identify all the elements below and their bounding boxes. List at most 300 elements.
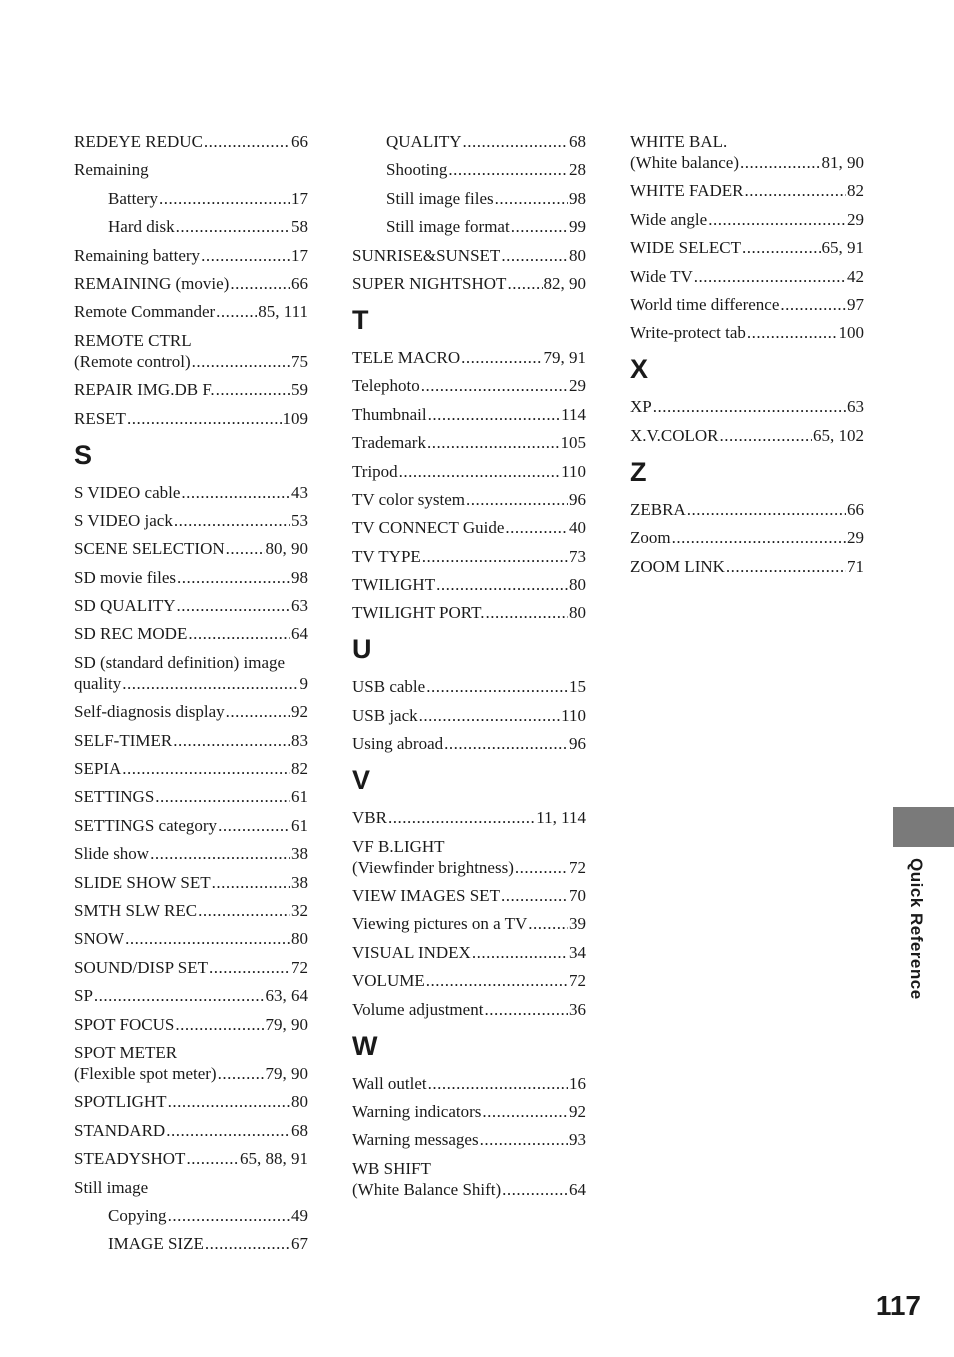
index-entry: [352, 375, 586, 396]
dot-leader: [744, 180, 846, 201]
entry-page-ref: 9: [299, 673, 308, 693]
entry-term: Still image files: [386, 188, 494, 208]
dot-leader: [501, 885, 568, 906]
dot-leader: [218, 815, 290, 836]
entry-page-ref: 109: [282, 408, 308, 428]
entry-page-ref: 70: [569, 886, 586, 906]
entry-term: SEPIA: [74, 759, 122, 779]
index-entry: [74, 872, 308, 893]
dot-leader: [485, 602, 568, 623]
dot-leader: [159, 188, 290, 209]
entry-term: VISUAL INDEX: [352, 942, 471, 962]
entry-term: S VIDEO cable: [74, 482, 181, 502]
entry-page-ref: 34: [569, 942, 586, 962]
index-letter-heading: T: [352, 304, 369, 335]
entry-term: REMAINING (movie): [74, 273, 230, 293]
dot-leader: [708, 209, 846, 230]
index-entry: [352, 942, 586, 963]
index-entry: [74, 595, 308, 616]
entry-page-ref: 65, 88, 91: [240, 1149, 308, 1169]
entry-page-ref: 80: [569, 245, 586, 265]
index-entry: [630, 237, 864, 258]
index-entry: [352, 489, 586, 510]
entry-page-ref: 72: [291, 957, 308, 977]
dot-leader: [687, 499, 846, 520]
dot-leader: [216, 379, 290, 400]
entry-page-ref: 68: [569, 132, 586, 151]
entry-page-ref: 40: [569, 518, 586, 538]
entry-term: TELE MACRO: [352, 347, 461, 367]
entry-term: Wide angle: [630, 209, 708, 229]
entry-term: Write-protect tab: [630, 323, 746, 343]
entry-term: Telephoto: [352, 376, 420, 396]
entry-term: Viewing pictures on a TV: [352, 914, 528, 934]
dot-leader: [484, 999, 568, 1020]
dot-leader: [511, 216, 568, 237]
index-subentry: [74, 188, 308, 209]
entry-page-ref: 66: [847, 499, 864, 519]
dot-leader: [653, 396, 846, 417]
entry-page-ref: 29: [847, 209, 864, 229]
entry-term: Still image: [74, 1177, 149, 1197]
entry-term: REPAIR IMG.DB F.: [74, 380, 215, 400]
entry-term: SUNRISE&SUNSET: [352, 245, 501, 265]
dot-leader: [482, 1101, 568, 1122]
entry-term: SPOT FOCUS: [74, 1014, 175, 1034]
dot-leader: [428, 404, 561, 425]
index-entry: [630, 294, 864, 315]
index-entry: [352, 807, 586, 828]
dot-leader: [747, 322, 838, 343]
entry-page-ref: 98: [291, 567, 308, 587]
entry-term: QUALITY: [386, 132, 462, 151]
entry-page-ref: 80: [291, 1092, 308, 1112]
index-entry: [352, 913, 586, 934]
entry-term: VF B.LIGHT: [352, 836, 445, 856]
dot-leader: [201, 245, 290, 266]
dot-leader: [399, 461, 560, 482]
index-entry: [352, 999, 586, 1020]
entry-term: REMOTE CTRL: [74, 330, 192, 350]
entry-page-ref: 82, 90: [543, 273, 586, 293]
entry-term-continued: (Flexible spot meter): [74, 1063, 217, 1083]
dot-leader: [463, 131, 568, 152]
index-subentry: [352, 216, 586, 237]
dot-leader: [122, 673, 298, 694]
entry-term: TV TYPE: [352, 546, 421, 566]
entry-term: SETTINGS: [74, 787, 155, 807]
entry-term: TWILIGHT PORT.: [352, 603, 485, 623]
dot-leader: [502, 1179, 568, 1200]
entry-term: Remaining battery: [74, 245, 201, 265]
dot-leader: [168, 1091, 290, 1112]
index-subentry: [352, 188, 586, 209]
index-entry: [74, 623, 308, 644]
dot-leader: [226, 701, 290, 722]
index-entry: [352, 970, 586, 991]
entry-term-continued: (Remote control): [74, 351, 191, 371]
entry-term: TWILIGHT: [352, 575, 436, 595]
dot-leader: [226, 538, 265, 559]
dot-leader: [426, 970, 568, 991]
index-entry: [630, 322, 864, 343]
index-entry: [352, 705, 586, 726]
entry-page-ref: 64: [291, 624, 308, 644]
index-letter-heading: S: [74, 439, 93, 470]
dot-leader: [230, 273, 290, 294]
entry-term: VOLUME: [352, 971, 425, 991]
dot-leader: [186, 1148, 239, 1169]
index-entry: [630, 556, 864, 577]
dot-leader: [421, 375, 568, 396]
dot-leader: [205, 1233, 290, 1254]
index-entry: [74, 131, 308, 152]
entry-page-ref: 17: [291, 188, 308, 208]
index-entry: [352, 245, 586, 266]
index-entry: [74, 652, 308, 694]
index-entry: [352, 885, 586, 906]
index-entry: [74, 1014, 308, 1035]
entry-term: World time difference: [630, 294, 780, 314]
entry-page-ref: 42: [847, 266, 864, 286]
dot-leader: [155, 786, 290, 807]
index-entry: [74, 1148, 308, 1169]
index-entry: [352, 836, 586, 878]
dot-leader: [694, 266, 846, 287]
entry-page-ref: 80: [569, 603, 586, 623]
index-entry: [74, 159, 308, 180]
entry-term: STEADYSHOT: [74, 1149, 186, 1169]
entry-term: STANDARD: [74, 1120, 166, 1140]
entry-page-ref: 65, 102: [813, 425, 864, 445]
index-entry: [74, 408, 308, 429]
index-entry: [630, 266, 864, 287]
dot-leader: [466, 489, 568, 510]
index-entry: [74, 843, 308, 864]
entry-page-ref: 92: [569, 1101, 586, 1121]
entry-page-ref: 36: [569, 999, 586, 1019]
entry-term: Zoom: [630, 528, 671, 548]
index-entry: [630, 425, 864, 446]
entry-page-ref: 80: [291, 929, 308, 949]
index-subentry: [74, 1233, 308, 1254]
entry-term: Tripod: [352, 461, 398, 481]
dot-leader: [444, 733, 568, 754]
index-column-1: [74, 131, 308, 1262]
index-entry: [352, 733, 586, 754]
dot-leader: [177, 567, 290, 588]
dot-leader: [448, 159, 568, 180]
entry-term: Remote Commander: [74, 302, 216, 322]
entry-page-ref: 75: [291, 351, 308, 371]
index-entry: [630, 499, 864, 520]
entry-page-ref: 81, 90: [821, 153, 864, 172]
entry-term: XP: [630, 397, 652, 417]
entry-term: USB jack: [352, 705, 418, 725]
entry-page-ref: 100: [838, 323, 864, 343]
entry-page-ref: 17: [291, 245, 308, 265]
dot-leader: [216, 301, 257, 322]
entry-term: SD QUALITY: [74, 596, 176, 616]
index-letter-heading: U: [352, 634, 372, 665]
entry-page-ref: 65, 91: [821, 238, 864, 258]
index-entry: [74, 1042, 308, 1084]
entry-term: SUPER NIGHTSHOT: [352, 273, 507, 293]
entry-term: WIDE SELECT: [630, 238, 741, 258]
index-entry: [352, 602, 586, 623]
entry-term: SPOTLIGHT: [74, 1092, 167, 1112]
entry-term: Still image format: [386, 217, 510, 237]
dot-leader: [461, 347, 542, 368]
index-entry: [352, 1073, 586, 1094]
entry-term: SPOT METER: [74, 1042, 178, 1062]
entry-page-ref: 80, 90: [265, 539, 308, 559]
entry-page-ref: 73: [569, 546, 586, 566]
entry-page-ref: 99: [569, 217, 586, 237]
entry-page-ref: 53: [291, 510, 308, 530]
index-letter-heading: W: [352, 1030, 378, 1061]
entry-page-ref: 49: [291, 1205, 308, 1225]
entry-term: S VIDEO jack: [74, 510, 173, 530]
entry-page-ref: 96: [569, 489, 586, 509]
index-entry: [74, 567, 308, 588]
entry-term: SETTINGS category: [74, 815, 218, 835]
entry-page-ref: 63: [291, 596, 308, 616]
dot-leader: [127, 408, 282, 429]
entry-term: Copying: [108, 1205, 167, 1225]
index-entry: [630, 396, 864, 417]
entry-term: RESET: [74, 408, 126, 428]
entry-term: SD (standard definition) image: [74, 652, 286, 672]
page-number: 117: [875, 1290, 921, 1321]
section-tab-marker: [893, 807, 954, 847]
index-entry: [630, 527, 864, 548]
index-entry: [74, 701, 308, 722]
entry-term: SCENE SELECTION: [74, 539, 225, 559]
index-entry: [74, 482, 308, 503]
dot-leader: [388, 807, 535, 828]
index-entry: [352, 404, 586, 425]
entry-term: WB SHIFT: [352, 1158, 431, 1178]
entry-term: X.V.COLOR: [630, 425, 719, 445]
entry-page-ref: 38: [291, 872, 308, 892]
dot-leader: [726, 556, 846, 577]
entry-term: VIEW IMAGES SET: [352, 886, 500, 906]
entry-page-ref: 64: [569, 1179, 586, 1199]
index-entry: [352, 574, 586, 595]
dot-leader: [436, 574, 568, 595]
entry-page-ref: 61: [291, 815, 308, 835]
entry-term: Self-diagnosis display: [74, 702, 225, 722]
index-entry: [74, 815, 308, 836]
entry-term: ZOOM LINK: [630, 556, 725, 576]
entry-term: Wall outlet: [352, 1073, 427, 1093]
entry-term: TV CONNECT Guide: [352, 518, 505, 538]
index-entry: [352, 461, 586, 482]
entry-term: IMAGE SIZE: [108, 1234, 204, 1254]
dot-leader: [168, 1205, 290, 1226]
entry-page-ref: 28: [569, 160, 586, 180]
entry-term: Volume adjustment: [352, 999, 484, 1019]
entry-page-ref: 72: [569, 971, 586, 991]
entry-page-ref: 29: [569, 376, 586, 396]
dot-leader: [780, 294, 846, 315]
entry-page-ref: 98: [569, 188, 586, 208]
index-entry: [352, 347, 586, 368]
entry-term: SD movie files: [74, 567, 176, 587]
index-entry: [74, 1120, 308, 1141]
index-entry: [630, 209, 864, 230]
entry-term: SELF-TIMER: [74, 730, 173, 750]
dot-leader: [501, 245, 568, 266]
index-letter-heading: Z: [630, 456, 647, 487]
entry-page-ref: 96: [569, 734, 586, 754]
index-entry: [74, 330, 308, 372]
index-entry: [352, 1101, 586, 1122]
entry-page-ref: 79, 90: [265, 1063, 308, 1083]
entry-page-ref: 38: [291, 844, 308, 864]
entry-page-ref: 79, 91: [543, 347, 586, 367]
index-subentry: [352, 131, 586, 152]
dot-leader: [472, 942, 568, 963]
entry-page-ref: 58: [291, 217, 308, 237]
dot-leader: [515, 857, 568, 878]
entry-page-ref: 16: [569, 1073, 586, 1093]
entry-term: SOUND/DISP SET: [74, 957, 208, 977]
dot-leader: [495, 188, 568, 209]
index-entry: [74, 538, 308, 559]
entry-term: TV color system: [352, 489, 466, 509]
index-entry: [74, 985, 308, 1006]
entry-page-ref: 11, 114: [536, 808, 586, 828]
entry-term-continued: (White balance): [630, 153, 740, 172]
entry-page-ref: 66: [291, 132, 308, 151]
dot-leader: [742, 237, 821, 258]
entry-term: VBR: [352, 808, 387, 828]
dot-leader: [125, 928, 290, 949]
index-entry: [74, 786, 308, 807]
index-letter-heading: X: [630, 354, 649, 385]
entry-page-ref: 59: [291, 380, 308, 400]
entry-page-ref: 97: [847, 294, 864, 314]
dot-leader: [150, 843, 290, 864]
index-entry: [352, 517, 586, 538]
index-entry: [74, 957, 308, 978]
entry-page-ref: 85, 111: [258, 302, 308, 322]
dot-leader: [204, 131, 290, 152]
entry-term: SLIDE SHOW SET: [74, 872, 211, 892]
entry-term: Slide show: [74, 844, 150, 864]
entry-page-ref: 63: [847, 397, 864, 417]
entry-term: Warning indicators: [352, 1101, 482, 1121]
dot-leader: [719, 425, 812, 446]
index-entry: [74, 510, 308, 531]
entry-page-ref: 82: [291, 759, 308, 779]
dot-leader: [528, 913, 568, 934]
entry-term: Thumbnail: [352, 404, 427, 424]
entry-page-ref: 110: [561, 705, 586, 725]
entry-term: SP: [74, 986, 93, 1006]
entry-term: WHITE BAL.: [630, 132, 728, 151]
entry-term-continued: quality: [74, 673, 122, 693]
entry-page-ref: 43: [291, 482, 308, 502]
dot-leader: [174, 510, 290, 531]
dot-leader: [166, 1120, 290, 1141]
index-entry: [74, 928, 308, 949]
section-tab-label: Quick Reference: [907, 858, 926, 1000]
entry-term: SD REC MODE: [74, 624, 188, 644]
entry-page-ref: 83: [291, 730, 308, 750]
index-subentry: [74, 216, 308, 237]
dot-leader: [122, 758, 290, 779]
index-entry: [74, 1177, 308, 1198]
entry-term: Wide TV: [630, 266, 693, 286]
entry-term-continued: (Viewfinder brightness): [352, 857, 514, 877]
dot-leader: [505, 517, 568, 538]
entry-page-ref: 72: [569, 857, 586, 877]
dot-leader: [507, 273, 542, 294]
dot-leader: [218, 1063, 265, 1084]
entry-page-ref: 110: [561, 461, 586, 481]
index-column-2: [352, 131, 586, 1207]
dot-leader: [740, 152, 820, 173]
index-entry: [74, 379, 308, 400]
index-entry: [74, 301, 308, 322]
entry-term: Remaining: [74, 160, 149, 180]
index-subentry: [74, 1205, 308, 1226]
entry-term: WHITE FADER: [630, 181, 744, 201]
entry-term: Shooting: [386, 160, 448, 180]
dot-leader: [175, 1014, 264, 1035]
dot-leader: [212, 872, 290, 893]
index-entry: [74, 900, 308, 921]
entry-term: ZEBRA: [630, 499, 686, 519]
entry-term: Trademark: [352, 433, 426, 453]
index-letter-heading: V: [352, 765, 371, 796]
dot-leader: [94, 985, 265, 1006]
dot-leader: [176, 216, 290, 237]
entry-term: USB cable: [352, 677, 426, 697]
dot-leader: [181, 482, 290, 503]
dot-leader: [672, 527, 846, 548]
entry-page-ref: 39: [569, 914, 586, 934]
entry-term: Hard disk: [108, 217, 175, 237]
entry-page-ref: 29: [847, 528, 864, 548]
index-entry: [74, 245, 308, 266]
entry-term: Warning messages: [352, 1130, 479, 1150]
dot-leader: [426, 676, 568, 697]
index-entry: [352, 546, 586, 567]
dot-leader: [198, 900, 290, 921]
index-entry: [352, 432, 586, 453]
index-entry: [74, 273, 308, 294]
entry-page-ref: 68: [291, 1120, 308, 1140]
dot-leader: [419, 705, 560, 726]
entry-term: Using abroad: [352, 734, 444, 754]
dot-leader: [209, 957, 290, 978]
index-entry: [74, 730, 308, 751]
entry-page-ref: 71: [847, 556, 864, 576]
dot-leader: [422, 546, 568, 567]
entry-term: SMTH SLW REC: [74, 900, 198, 920]
entry-term: SNOW: [74, 929, 125, 949]
index-entry: [352, 273, 586, 294]
entry-page-ref: 93: [569, 1130, 586, 1150]
entry-page-ref: 92: [291, 702, 308, 722]
entry-page-ref: 66: [291, 273, 308, 293]
entry-term: REDEYE REDUC: [74, 132, 203, 151]
entry-page-ref: 61: [291, 787, 308, 807]
